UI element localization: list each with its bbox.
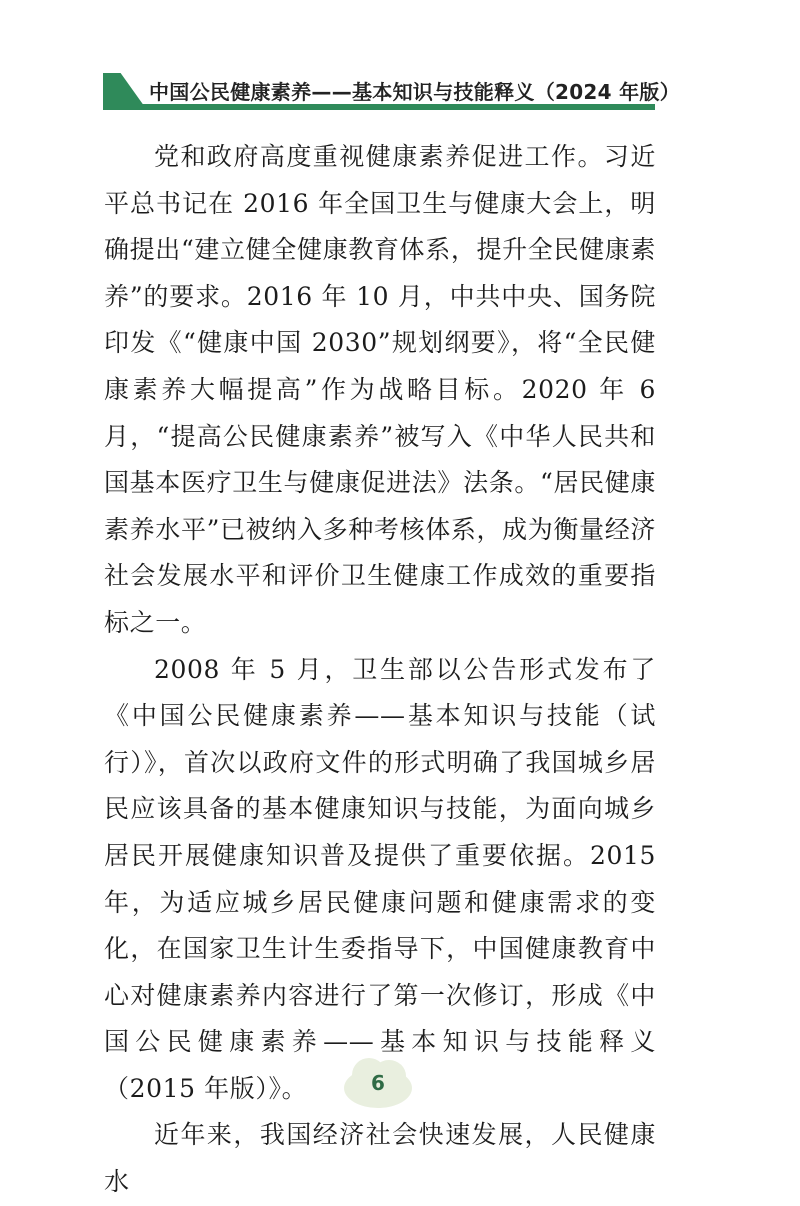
- page-number: 6: [371, 1071, 385, 1095]
- running-header: [103, 70, 681, 110]
- paragraph-2: 2008 年 5 月，卫生部以公告形式发布了《中国公民健康素养——基本知识与技能（试行）》，首次以政府文件的形式明确了我国城乡居民应该具备的基本健康知识与技能，为面向城乡居民开展健康知识普及提供了重要依据。2015 年，为适应城乡居民健康问题和健康需求的变化，在国家卫生计生委指导下，中国健康教育中心对健康素养内容进行了第一次修订，形成《中国公民健康素养——基本知识与技能释义（2015 年版）》。: [104, 654, 656, 1103]
- book-title: 中国公民健康素养——基本知识与技能释义（2024 年版）: [149, 80, 681, 104]
- body-text: [104, 134, 656, 1206]
- paragraph-1: 党和政府高度重视健康素养促进工作。习近平总书记在 2016 年全国卫生与健康大会上，明确提出“建立健全健康教育体系，提升全民健康素养”的要求。2016 年 10 月，中共中央、国务院印发《“健康中国 2030”规划纲要》，将“全民健康素养大幅提高”作为战略目标。2020 年 6 月，“提高公民健康素养”被写入《中华人民共和国基本医疗卫生与健康促进法》法条。“居民健康素养水平”已被纳入多种考核体系，成为衡量经济社会发展水平和评价卫生健康工作成效的重要指标之一。: [104, 142, 656, 637]
- page-number-badge: [344, 1058, 412, 1108]
- paragraph-3: 近年来，我国经济社会快速发展，人民健康水: [104, 1120, 656, 1197]
